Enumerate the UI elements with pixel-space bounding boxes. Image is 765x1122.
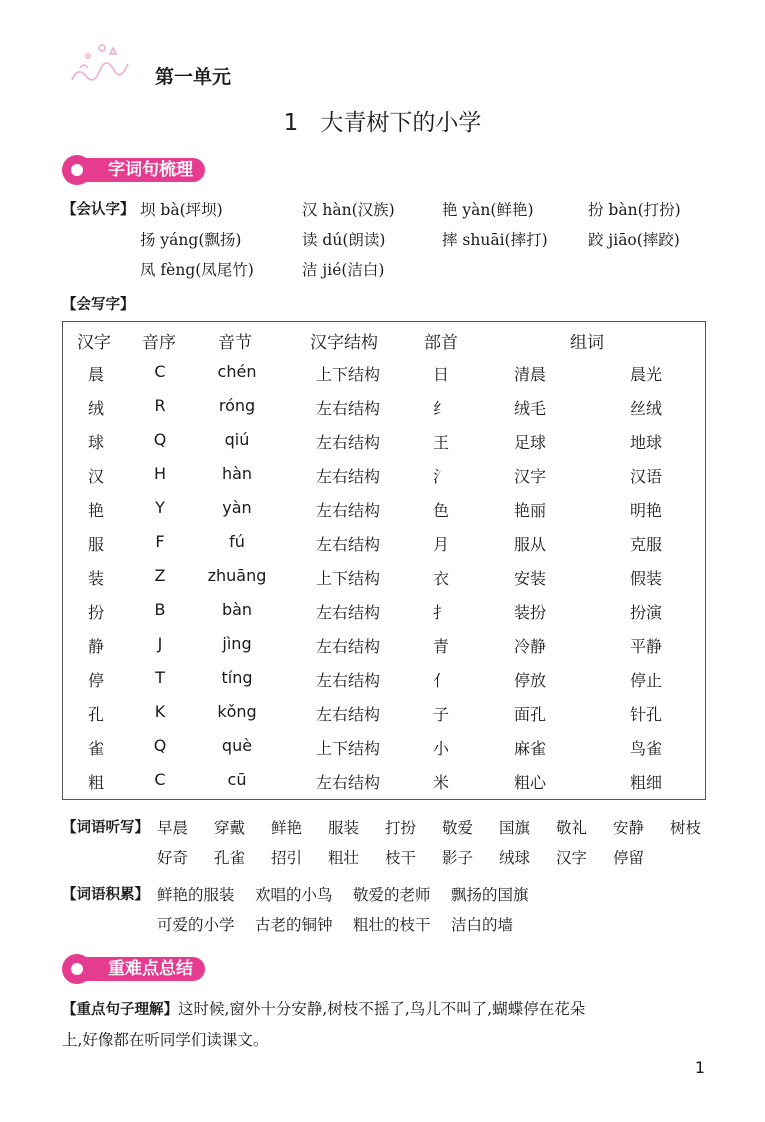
table-cell: 停放 [513,671,546,690]
table-cell: 上下结构 [315,365,380,384]
recognize-item: 扬 yáng(飘扬) [140,231,242,249]
word-item: 鲜艳 [271,819,303,837]
table-cell: 冷静 [513,637,546,656]
table-cell: J [157,634,163,653]
table-cell: 地球 [629,433,662,452]
table-cell: 左右结构 [315,433,380,452]
recognize-item: 凤 fèng(凤尾竹) [140,261,254,279]
word-item: 穿戴 [214,819,246,837]
table-cell: 左右结构 [315,535,380,554]
recognize-item: 跤 jiāo(摔跤) [588,231,680,249]
table-cell: 上下结构 [315,739,380,758]
table-cell: 扌 [432,603,449,622]
table-cell: 粗细 [629,773,662,792]
word-item: 早晨 [157,819,189,837]
word-item: 枝干 [385,849,417,867]
table-cell: hàn [221,464,253,483]
table-cell: 针孔 [629,705,662,724]
section-badge-icon [62,954,92,984]
word-item: 影子 [442,849,474,867]
table-cell: 纟 [432,399,449,418]
recognize-item: 读 dú(朗读) [302,231,386,249]
table-cell: 左右结构 [315,671,380,690]
table-cell: 平静 [629,637,662,656]
table-header: 音节 [218,333,252,353]
table-header: 汉字结构 [310,333,378,353]
table-cell: 左右结构 [315,399,380,418]
table-cell: zhuāng [207,566,267,585]
word-item: 树枝 [670,819,702,837]
section-title: 字词句梳理 [78,158,205,182]
lesson-number: 1 [283,110,299,136]
table-cell: chén [217,362,257,381]
table-cell: 静 [87,637,104,656]
accumulate-label: 【词语积累】 [62,887,149,903]
word-item: 敬礼 [556,819,588,837]
table-cell: 装扮 [513,603,546,622]
table-cell: Q [153,736,167,755]
table-cell: 左右结构 [315,773,380,792]
table-cell: B [154,600,166,619]
table-cell: 清晨 [513,365,546,384]
table-cell: H [153,464,167,483]
table-cell: 停 [87,671,104,690]
key-sentence-label: 【重点句子理解】 [62,1002,178,1018]
word-item: 可爱的小学 [157,916,235,934]
section-header-key-points [62,956,205,982]
word-item: 古老的铜钟 [255,916,333,934]
recognize-item: 摔 shuāi(摔打) [442,231,548,249]
table-cell: 上下结构 [315,569,380,588]
table-cell: 停止 [629,671,662,690]
table-cell: R [154,396,166,415]
table-cell: 鸟雀 [629,739,662,758]
table-cell: 米 [432,773,449,792]
table-cell: fú [229,532,245,551]
word-item: 绒球 [499,849,531,867]
word-item: 安静 [613,819,645,837]
table-cell: 孔 [87,705,104,724]
table-cell: 左右结构 [315,467,380,486]
table-cell: 小 [432,739,449,758]
table-cell: 子 [432,705,449,724]
table-cell: T [155,668,165,687]
lesson-title [0,104,765,137]
word-item: 飘扬的国旗 [451,886,529,904]
table-cell: 面孔 [513,705,546,724]
table-cell: 亻 [432,671,449,690]
table-cell: 粗 [87,773,104,792]
key-sentence-text-1: 这时候,窗外十分安静,树枝不摇了,鸟儿不叫了,蝴蝶停在花朵 [178,1000,586,1018]
table-cell: tíng [221,668,253,687]
table-cell: C [154,362,166,381]
word-item: 国旗 [499,819,531,837]
table-header: 汉字 [77,333,111,353]
recognize-item: 洁 jié(洁白) [302,261,385,279]
table-cell: 绒毛 [513,399,546,418]
recognize-item: 坝 bà(坪坝) [140,201,223,219]
table-cell: qiú [224,430,250,449]
recognize-item: 扮 bàn(打扮) [588,201,681,219]
table-cell: 明艳 [629,501,662,520]
table-cell: 左右结构 [315,637,380,656]
table-cell: 艳 [87,501,104,520]
table-header: 音序 [142,333,176,353]
flower-doodle-icon [62,38,142,93]
table-cell: kǒng [217,702,257,721]
table-cell: róng [218,396,256,415]
table-cell: 艳丽 [513,501,546,520]
word-item: 洁白的墙 [451,916,514,934]
table-cell: bàn [221,600,253,619]
word-item: 鲜艳的服装 [157,886,235,904]
table-header: 部首 [424,333,458,353]
word-item: 服装 [328,819,360,837]
table-cell: 月 [432,535,449,554]
table-cell: 氵 [432,467,449,486]
table-cell: jìng [222,634,252,653]
table-cell: 服从 [513,535,546,554]
table-cell: 左右结构 [315,603,380,622]
table-cell: 左右结构 [315,705,380,724]
table-cell: 假装 [629,569,662,588]
word-item: 孔雀 [214,849,246,867]
recognize-item: 艳 yàn(鲜艳) [442,201,534,219]
table-cell: 晨 [87,365,104,384]
word-item: 敬爱 [442,819,474,837]
table-cell: 汉字 [513,467,546,486]
table-cell: 青 [432,637,449,656]
table-cell: 安装 [513,569,546,588]
key-sentence [62,994,707,1055]
word-item: 敬爱的老师 [353,886,431,904]
table-cell: 装 [87,569,104,588]
write-table [62,321,706,800]
table-cell: 衣 [432,569,449,588]
recognize-item: 汉 hàn(汉族) [302,201,395,219]
table-cell: què [221,736,253,755]
table-cell: 绒 [87,399,104,418]
table-cell: 麻雀 [513,739,546,758]
lesson-title-text: 大青树下的小学 [320,110,482,136]
unit-title: 第一单元 [155,66,232,88]
table-cell: 粗心 [513,773,546,792]
word-item: 打扮 [385,819,417,837]
table-cell: 克服 [629,535,662,554]
word-item: 欢唱的小鸟 [255,886,333,904]
page-number: 1 [694,1058,705,1077]
table-cell: cū [227,770,247,789]
section-badge-icon [62,155,92,185]
table-cell: 服 [87,535,104,554]
table-cell: 晨光 [629,365,662,384]
table-cell: K [154,702,166,721]
table-cell: 雀 [87,739,104,758]
table-cell: 王 [432,433,449,452]
table-cell: 足球 [513,433,546,452]
table-cell: Q [153,430,167,449]
table-cell: C [154,770,166,789]
recognize-label: 【会认字】 [62,202,135,218]
section-title: 重难点总结 [78,957,205,981]
word-item: 好奇 [157,849,189,867]
write-label: 【会写字】 [62,297,135,313]
word-item: 汉字 [556,849,588,867]
table-cell: 汉语 [629,467,662,486]
word-item: 招引 [271,849,303,867]
table-cell: 扮 [87,603,104,622]
table-cell: 汉 [87,467,104,486]
word-item: 停留 [613,849,645,867]
table-header: 组词 [570,333,604,353]
table-cell: 左右结构 [315,501,380,520]
table-cell: Z [154,566,166,585]
table-cell: 日 [432,365,449,384]
key-sentence-text-2: 上,好像都在听同学们读课文。 [62,1031,269,1049]
table-cell: F [155,532,165,551]
table-cell: 色 [432,501,449,520]
section-header-words [62,157,205,183]
word-item: 粗壮 [328,849,360,867]
table-cell: yàn [222,498,252,517]
dictation-label: 【词语听写】 [62,820,149,836]
table-cell: 丝绒 [629,399,662,418]
word-item: 粗壮的枝干 [353,916,431,934]
table-cell: 扮演 [629,603,662,622]
table-cell: Y [155,498,165,517]
table-cell: 球 [87,433,104,452]
